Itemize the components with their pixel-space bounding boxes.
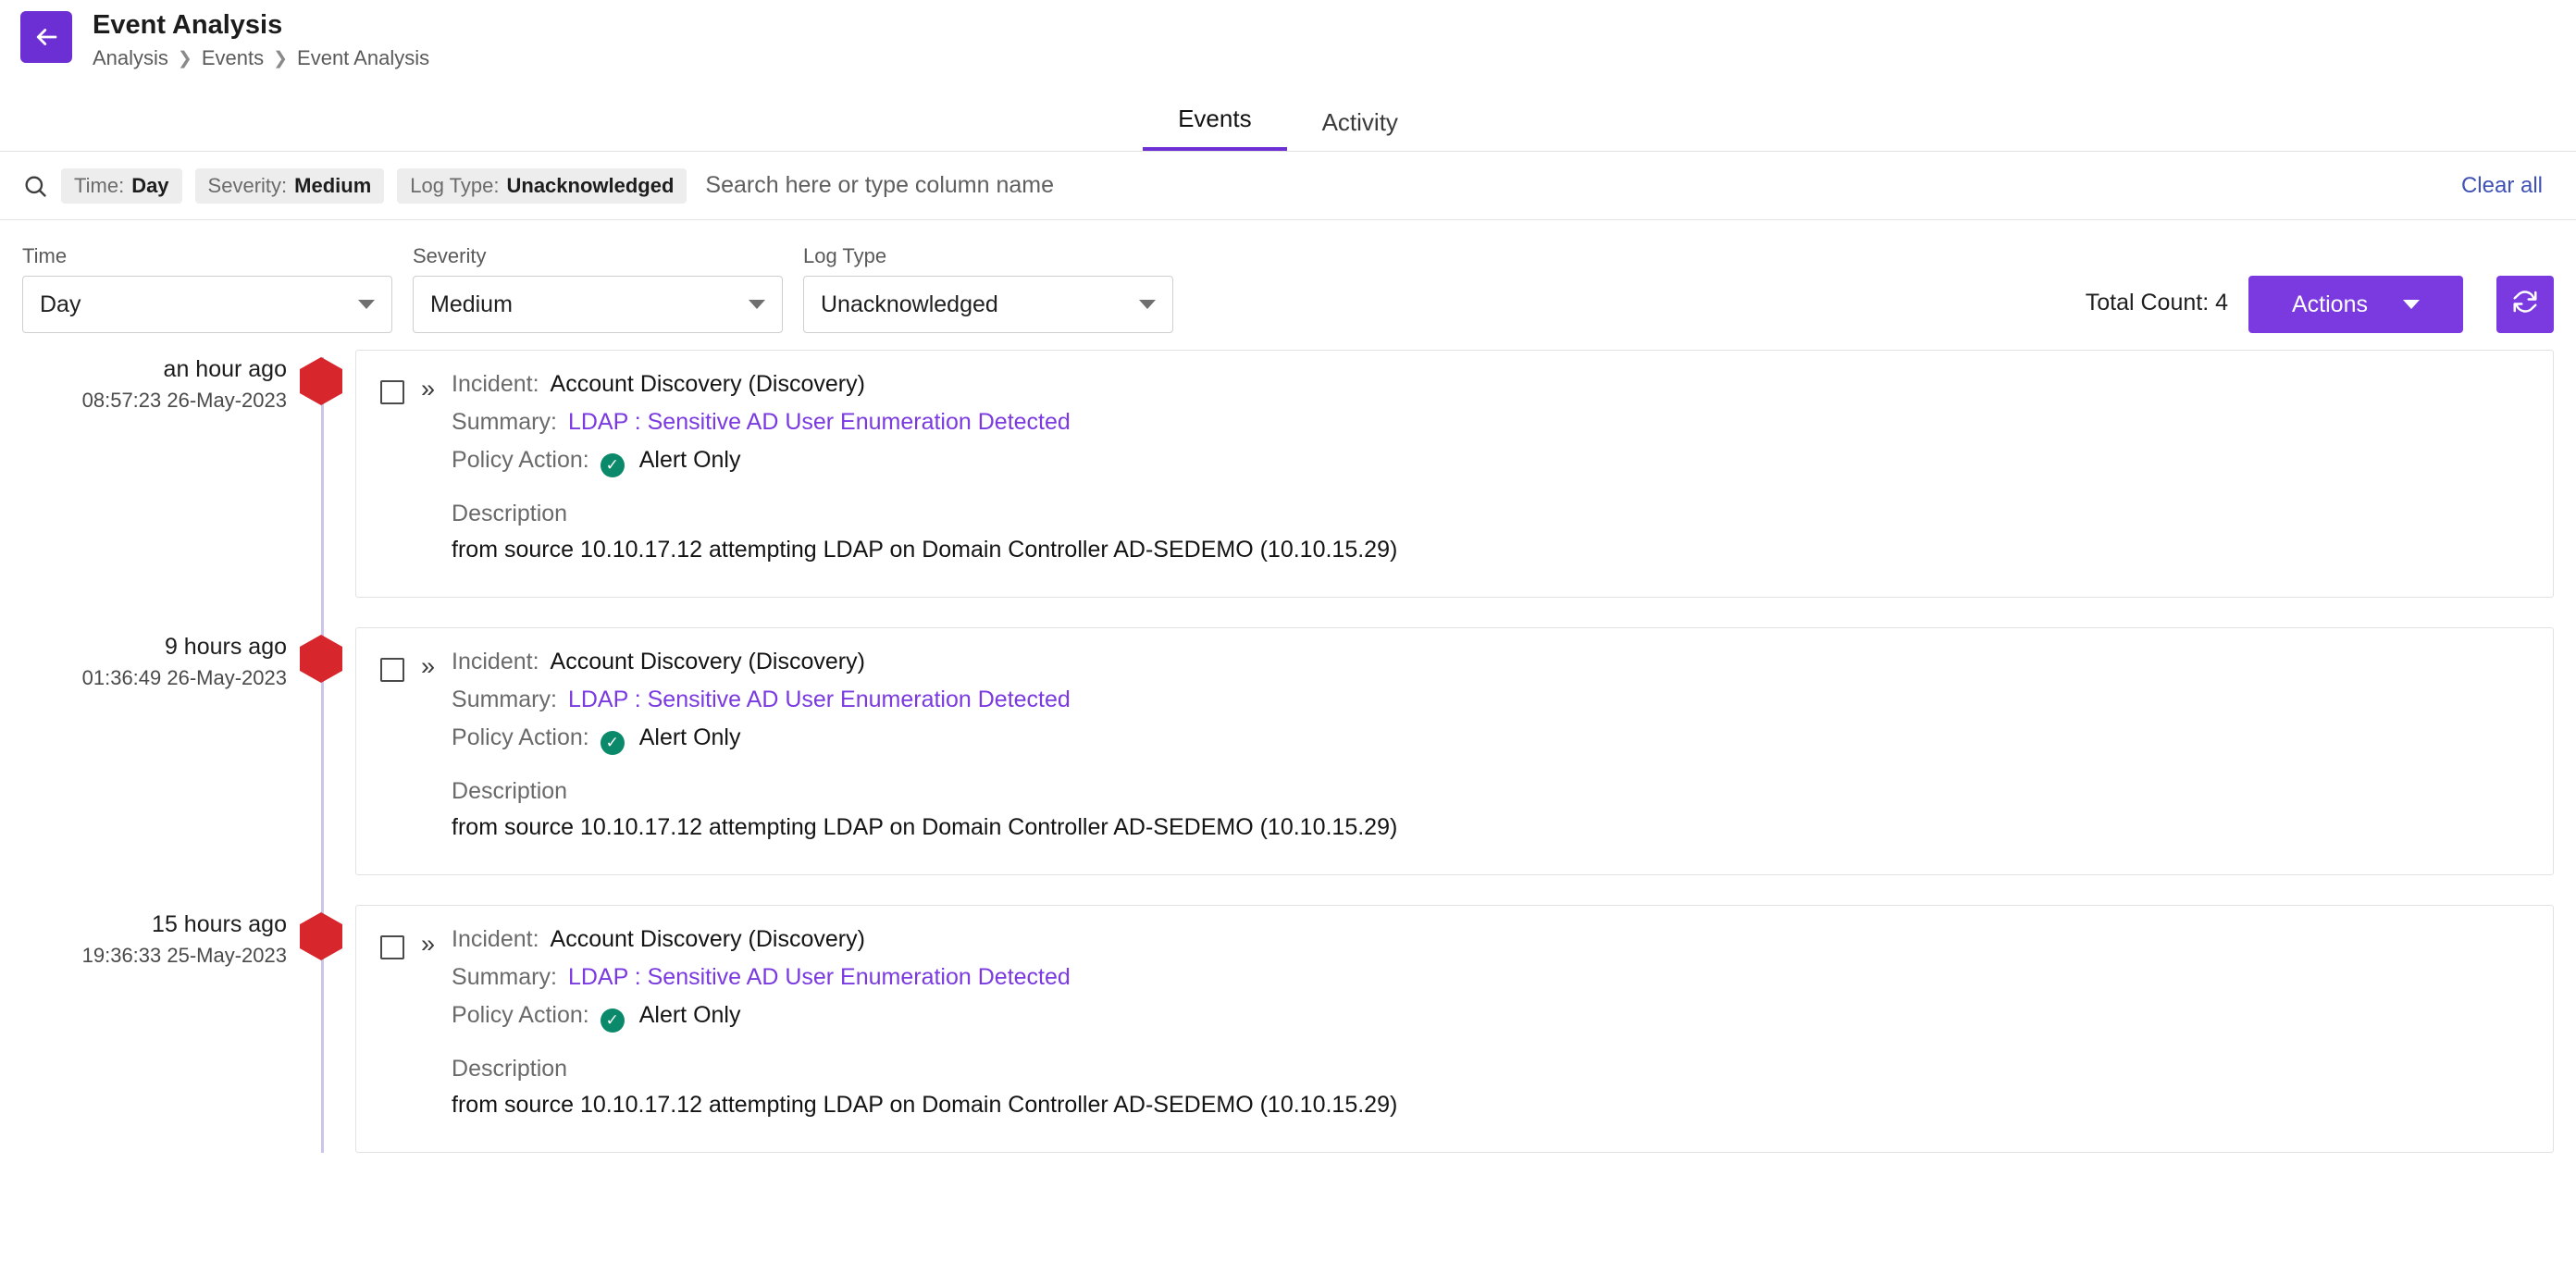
actions-button[interactable] <box>2248 276 2463 333</box>
chevron-right-icon: ❯ <box>273 48 289 68</box>
event-select-checkbox[interactable] <box>380 935 404 959</box>
breadcrumb-item-events[interactable]: Events <box>201 46 265 69</box>
event-card[interactable] <box>355 627 2554 875</box>
check-circle-icon: ✓ <box>601 731 625 755</box>
event-absolute-time: 08:57:23 26-May-2023 <box>81 389 287 412</box>
event-relative-time: an hour ago <box>163 356 287 382</box>
filter-chip-time-label: Time: <box>74 173 125 197</box>
refresh-icon <box>2511 288 2539 322</box>
event-summary-label: Summary: <box>452 409 557 435</box>
event-incident-value: Account Discovery (Discovery) <box>550 371 865 397</box>
total-count-label: Total Count: 4 <box>2085 290 2228 316</box>
event-summary-line <box>452 409 2529 436</box>
filter-chip-severity[interactable] <box>195 168 385 204</box>
tab-events[interactable]: Events <box>1143 105 1287 151</box>
tab-activity[interactable]: Activity <box>1321 108 1398 136</box>
expand-chevrons-icon[interactable]: » <box>421 652 436 680</box>
time-filter <box>22 244 392 333</box>
expand-chevrons-icon[interactable]: » <box>421 930 436 958</box>
chevron-right-icon: ❯ <box>177 48 192 68</box>
event-select-checkbox[interactable] <box>380 658 404 682</box>
event-relative-time: 9 hours ago <box>164 634 287 660</box>
event-description-label: Description <box>452 777 568 804</box>
event-description-text: from source 10.10.17.12 attempting LDAP on Domain Controller AD-SEDEMO (10.10.15.29) <box>452 536 1398 563</box>
filter-chip-time[interactable] <box>61 168 182 204</box>
severity-hex-icon <box>300 357 342 405</box>
time-filter-select[interactable] <box>22 276 392 333</box>
event-timestamp-column <box>0 350 287 413</box>
event-card-body <box>452 926 2529 1119</box>
severity-marker-column <box>287 905 355 960</box>
event-timeline <box>0 350 2576 1153</box>
event-incident-label: Incident: <box>452 649 539 674</box>
chevron-down-icon <box>358 300 375 309</box>
clear-all-button[interactable]: Clear all <box>2460 172 2543 198</box>
event-item <box>0 905 2576 1153</box>
event-incident-value: Account Discovery (Discovery) <box>550 926 865 952</box>
filter-chip-logtype-value: Unacknowledged <box>506 173 675 197</box>
filter-chip-logtype[interactable] <box>397 168 687 204</box>
event-summary-line <box>452 964 2529 991</box>
chevron-down-icon <box>749 300 765 309</box>
event-summary-label: Summary: <box>452 687 557 712</box>
event-summary-link[interactable]: LDAP : Sensitive AD User Enumeration Detected <box>567 687 1071 712</box>
event-policy-label: Policy Action: <box>452 1002 589 1028</box>
event-description-label: Description <box>452 1055 568 1082</box>
time-filter-label: Time <box>22 244 68 267</box>
filter-chip-logtype-label: Log Type: <box>410 173 500 197</box>
severity-hex-icon <box>300 912 342 960</box>
logtype-filter <box>803 244 1173 333</box>
expand-chevrons-icon[interactable]: » <box>421 375 436 402</box>
refresh-button[interactable] <box>2496 276 2554 333</box>
severity-hex-icon <box>300 635 342 683</box>
actions-button-label: Actions <box>2292 291 2368 317</box>
event-timestamp-column <box>0 627 287 690</box>
event-policy-value: Alert Only <box>638 447 741 473</box>
severity-filter <box>413 244 783 333</box>
event-incident-label: Incident: <box>452 926 539 952</box>
event-summary-link[interactable]: LDAP : Sensitive AD User Enumeration Detected <box>567 409 1071 435</box>
search-bar <box>0 152 2576 220</box>
check-circle-icon: ✓ <box>601 453 625 477</box>
event-incident-line <box>452 649 2529 675</box>
event-policy-line <box>452 447 2529 475</box>
event-relative-time: 15 hours ago <box>152 911 287 937</box>
event-item <box>0 627 2576 875</box>
event-absolute-time: 19:36:33 25-May-2023 <box>81 944 287 967</box>
event-incident-value: Account Discovery (Discovery) <box>550 649 865 674</box>
filter-chip-severity-label: Severity: <box>207 173 288 197</box>
event-description-label: Description <box>452 500 568 526</box>
severity-marker-column <box>287 627 355 683</box>
event-incident-label: Incident: <box>452 371 539 397</box>
event-policy-value: Alert Only <box>638 1002 741 1028</box>
event-incident-line <box>452 371 2529 398</box>
chevron-down-icon <box>1139 300 1156 309</box>
filter-chip-time-value: Day <box>131 173 169 197</box>
logtype-filter-label: Log Type <box>803 244 887 267</box>
event-card-body <box>452 371 2529 563</box>
event-policy-line <box>452 724 2529 752</box>
severity-filter-label: Severity <box>413 244 487 267</box>
search-icon <box>22 173 48 199</box>
time-filter-value: Day <box>40 291 81 317</box>
check-circle-icon: ✓ <box>601 1008 625 1033</box>
event-summary-line <box>452 687 2529 713</box>
event-policy-value: Alert Only <box>638 724 741 750</box>
breadcrumb <box>93 46 429 70</box>
severity-filter-value: Medium <box>430 291 513 317</box>
event-card-body <box>452 649 2529 841</box>
logtype-filter-value: Unacknowledged <box>821 291 998 317</box>
back-button[interactable] <box>20 11 72 63</box>
event-incident-line <box>452 926 2529 953</box>
event-card[interactable] <box>355 350 2554 598</box>
event-absolute-time: 01:36:49 26-May-2023 <box>81 666 287 689</box>
severity-filter-select[interactable] <box>413 276 783 333</box>
tab-bar <box>0 78 2576 152</box>
filter-chip-severity-value: Medium <box>294 173 372 197</box>
logtype-filter-select[interactable] <box>803 276 1173 333</box>
filter-row <box>0 220 2576 350</box>
event-policy-label: Policy Action: <box>452 724 589 750</box>
event-summary-label: Summary: <box>452 964 557 990</box>
event-summary-link[interactable]: LDAP : Sensitive AD User Enumeration Detected <box>567 964 1071 990</box>
breadcrumb-item-event-analysis[interactable]: Event Analysis <box>297 46 430 69</box>
event-policy-line <box>452 1002 2529 1030</box>
arrow-left-icon <box>32 23 60 51</box>
severity-marker-column <box>287 350 355 405</box>
event-description-text: from source 10.10.17.12 attempting LDAP on Domain Controller AD-SEDEMO (10.10.15.29) <box>452 813 1398 840</box>
event-card[interactable] <box>355 905 2554 1153</box>
page-header <box>0 0 2576 78</box>
event-timestamp-column <box>0 905 287 968</box>
chevron-down-icon <box>2403 300 2420 309</box>
breadcrumb-item-analysis[interactable]: Analysis <box>93 46 168 69</box>
event-select-checkbox[interactable] <box>380 380 404 404</box>
event-item <box>0 350 2576 598</box>
event-description-text: from source 10.10.17.12 attempting LDAP on Domain Controller AD-SEDEMO (10.10.15.29) <box>452 1091 1398 1118</box>
event-policy-label: Policy Action: <box>452 447 589 473</box>
search-input[interactable] <box>700 171 2448 200</box>
page-title: Event Analysis <box>93 10 283 40</box>
